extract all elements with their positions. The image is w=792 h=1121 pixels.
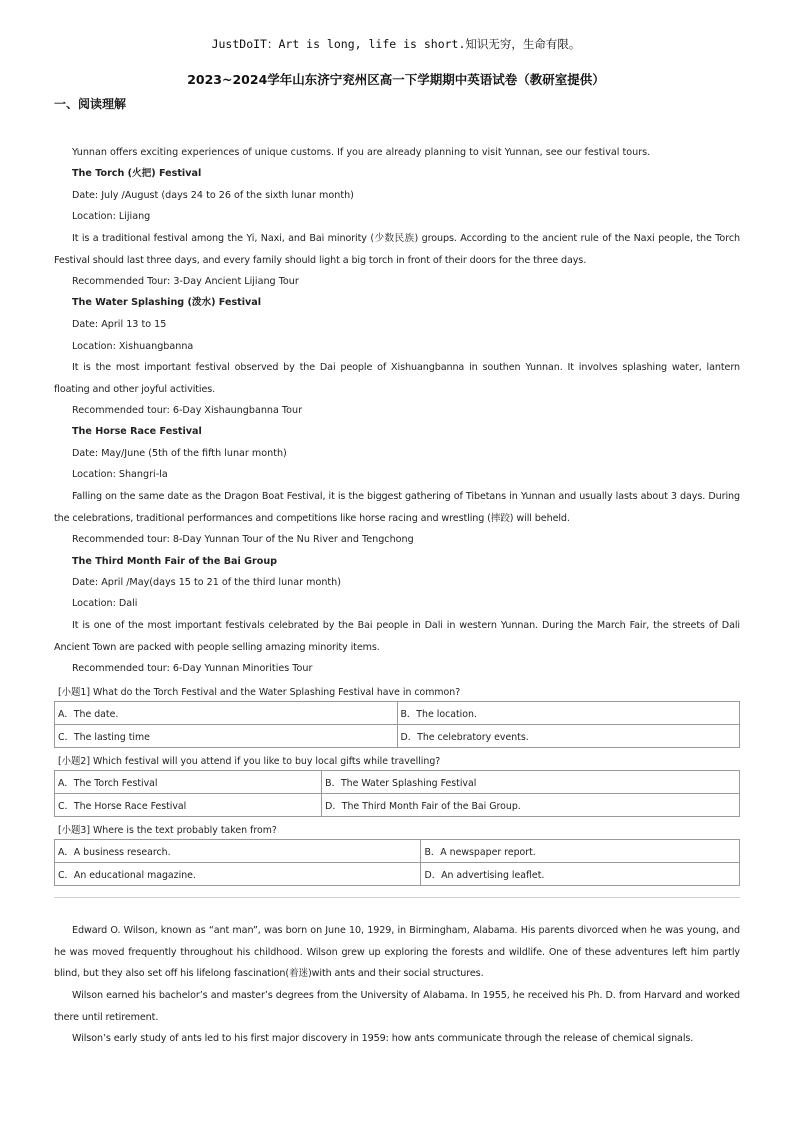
festival-4-name: The Third Month Fair of the Bai Group <box>72 556 278 567</box>
festival-4-description: It is one of the most important festivals celebrated by the Bai people in Dali in western Yunnan. During the March Fair, the streets of Dali Ancient Town are packed with people selling amazing minority items. <box>54 620 740 653</box>
q2-option-c[interactable]: C．The Horse Race Festival <box>55 794 322 817</box>
question-2-options <box>54 770 740 817</box>
passage2-paragraph-3: Wilson’s early study of ants led to his first major discovery in 1959: how ants communicate through the release of chemical signals. <box>72 1033 694 1044</box>
q3-option-c[interactable]: C．An educational magazine. <box>55 863 421 886</box>
q1-option-c[interactable]: C．The lasting time <box>55 725 398 748</box>
festival-1-tour: Recommended Tour: 3-Day Ancient Lijiang Tour <box>72 276 299 287</box>
festival-3-description: Falling on the same date as the Dragon Boat Festival, it is the biggest gathering of Tibetans in Yunnan and usually lasts about 3 days. During the celebrations, traditional performances and competitions like horse racing and wrestling (摔跤) will beheld. <box>54 491 740 524</box>
q1-option-b[interactable]: B．The location. <box>397 702 740 725</box>
festival-1-name: The Torch (火把) Festival <box>72 168 202 179</box>
festival-2-name: The Water Splashing (泼水) Festival <box>72 297 262 308</box>
festival-4-tour: Recommended tour: 6-Day Yunnan Minorities Tour <box>72 663 313 674</box>
festival-4-date: Date: April /May(days 15 to 21 of the third lunar month) <box>72 577 341 588</box>
q2-option-a[interactable]: A．The Torch Festival <box>55 771 322 794</box>
festival-4-location: Location: Dali <box>72 598 138 609</box>
q1-option-a[interactable]: A．The date. <box>55 702 398 725</box>
passage2-paragraph-2: Wilson earned his bachelor’s and master’s degrees from the University of Alabama. In 1955, he received his Ph. D. from Harvard and worked there until retirement. <box>54 990 740 1023</box>
passage2-paragraph-1: Edward O. Wilson, known as “ant man”, was born on June 10, 1929, in Birmingham, Alabama. His parents divorced when he was young, and he was moved frequently throughout his childhood. Wilson grew up exploring the forests and wildlife. One of these adventures left him partly blind, but they also set off his lifelong fascination(着迷)with ants and their social structures. <box>54 925 740 980</box>
question-3-options <box>54 839 740 886</box>
question-1-options <box>54 701 740 748</box>
festival-1-date: Date: July /August (days 24 to 26 of the sixth lunar month) <box>72 190 354 201</box>
question-3-stem: [小题3] Where is the text probably taken from? <box>58 825 277 836</box>
q3-option-b[interactable]: B．A newspaper report. <box>421 840 740 863</box>
q2-option-b[interactable]: B．The Water Splashing Festival <box>322 771 740 794</box>
q3-option-d[interactable]: D．An advertising leaflet. <box>421 863 740 886</box>
festival-2-date: Date: April 13 to 15 <box>72 319 167 330</box>
section-heading: 一、阅读理解 <box>54 97 127 111</box>
festival-3-location: Location: Shangri-la <box>72 469 168 480</box>
festival-3-tour: Recommended tour: 8-Day Yunnan Tour of the Nu River and Tengchong <box>72 534 414 545</box>
festival-2-location: Location: Xishuangbanna <box>72 341 194 352</box>
q3-option-a[interactable]: A．A business research. <box>55 840 421 863</box>
page-title: 2023~2024学年山东济宁兖州区高一下学期期中英语试卷（教研室提供） <box>187 72 605 87</box>
divider <box>54 897 740 898</box>
passage1-intro: Yunnan offers exciting experiences of unique customs. If you are already planning to visit Yunnan, see our festival tours. <box>72 147 651 158</box>
festival-1-location: Location: Lijiang <box>72 211 151 222</box>
festival-3-date: Date: May/June (5th of the fifth lunar month) <box>72 448 287 459</box>
festival-2-tour: Recommended tour: 6-Day Xishaungbanna Tour <box>72 405 303 416</box>
festival-1-description: It is a traditional festival among the Yi, Naxi, and Bai minority (少数民族) groups. According to the ancient rule of the Naxi people, the Torch Festival should last three days, and every family should light a big torch in front of their doors for the three days. <box>54 233 740 266</box>
q1-option-d[interactable]: D．The celebratory events. <box>397 725 740 748</box>
header-motto: JustDoIT：Art is long, life is short.知识无穷，生命有限。 <box>211 37 581 51</box>
festival-3-name: The Horse Race Festival <box>72 426 202 437</box>
question-2-stem: [小题2] Which festival will you attend if you like to buy local gifts while travelling? <box>58 756 441 767</box>
q2-option-d[interactable]: D．The Third Month Fair of the Bai Group. <box>322 794 740 817</box>
festival-2-description: It is the most important festival observed by the Dai people of Xishuangbanna in southen Yunnan. It involves splashing water, lantern floating and other joyful activities. <box>54 362 740 395</box>
question-1-stem: [小题1] What do the Torch Festival and the Water Splashing Festival have in common? <box>58 687 461 698</box>
